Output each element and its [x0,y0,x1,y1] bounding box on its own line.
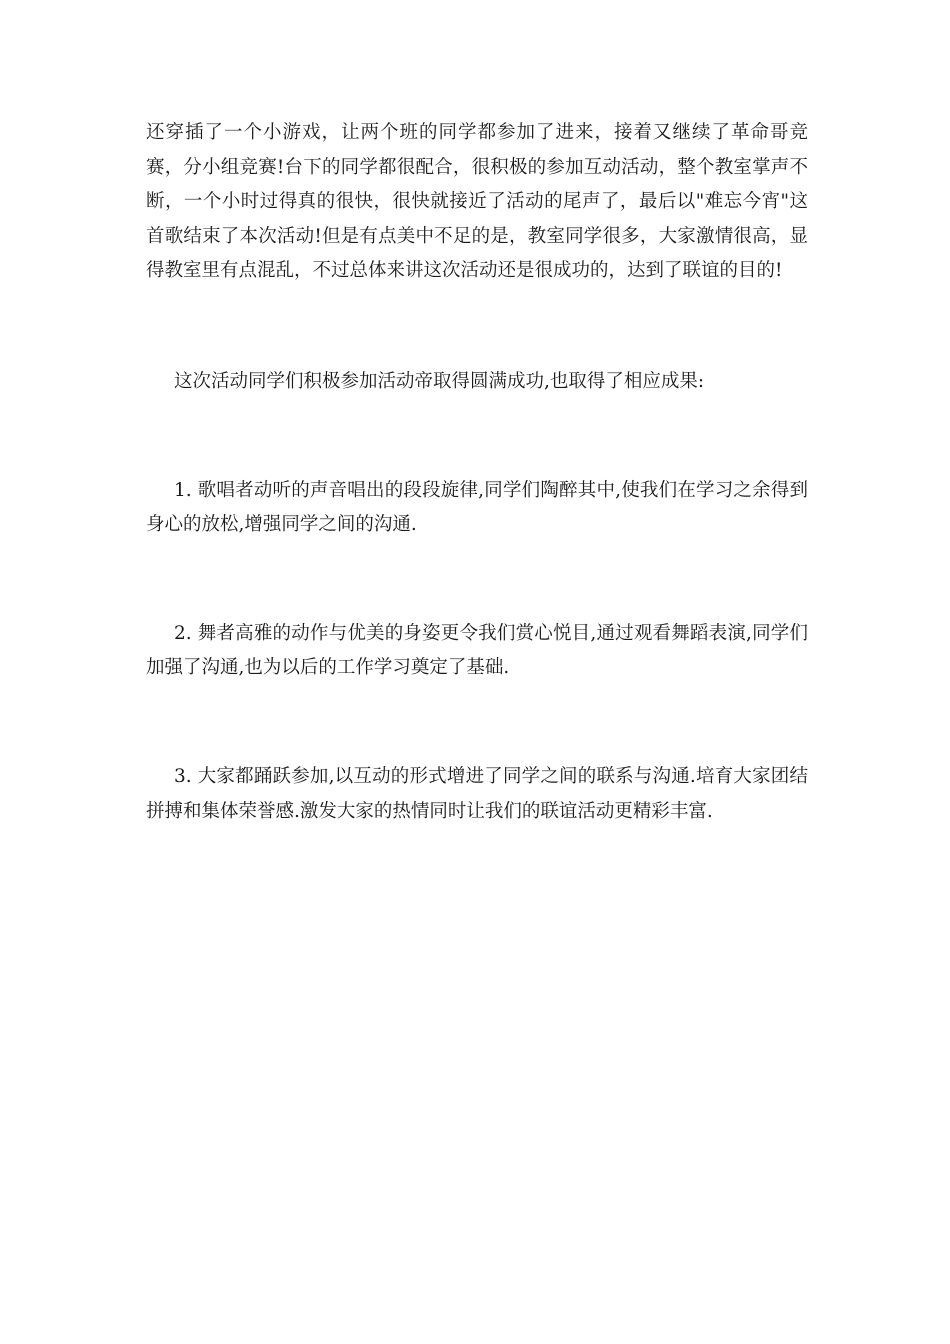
list-item-singing: 1. 歌唱者动听的声音唱出的段段旋律,同学们陶醉其中,使我们在学习之余得到身心的放松,增强同学之间的沟通. [146,479,808,536]
list-item-dancing: 2. 舞者高雅的动作与优美的身姿更令我们赏心悦目,通过观看舞蹈表演,同学们加强了沟通,也为以后的工作学习奠定了基础. [146,622,808,679]
list-item-participation: 3. 大家都踊跃参加,以互动的形式增进了同学之间的联系与沟通.培育大家团结拼搏和集体荣誉感.激发大家的热情同时让我们的联谊活动更精彩丰富. [146,765,808,822]
document-body [146,116,808,829]
paragraph-activity-summary: 还穿插了一个小游戏，让两个班的同学都参加了进来，接着又继续了革命哥竞赛，分小组竞赛!台下的同学都很配合，很积极的参加互动活动，整个教室掌声不断，一个小时过得真的很快，很快就接近了活动的尾声了，最后以"难忘今宵"这首歌结束了本次活动!但是有点美中不足的是，教室同学很多，大家激情很高，显得教室里有点混乱，不过总体来讲这次活动还是很成功的，达到了联谊的目的! [146,122,808,282]
paragraph-results-intro: 这次活动同学们积极参加活动帝取得圆满成功,也取得了相应成果: [174,370,705,392]
